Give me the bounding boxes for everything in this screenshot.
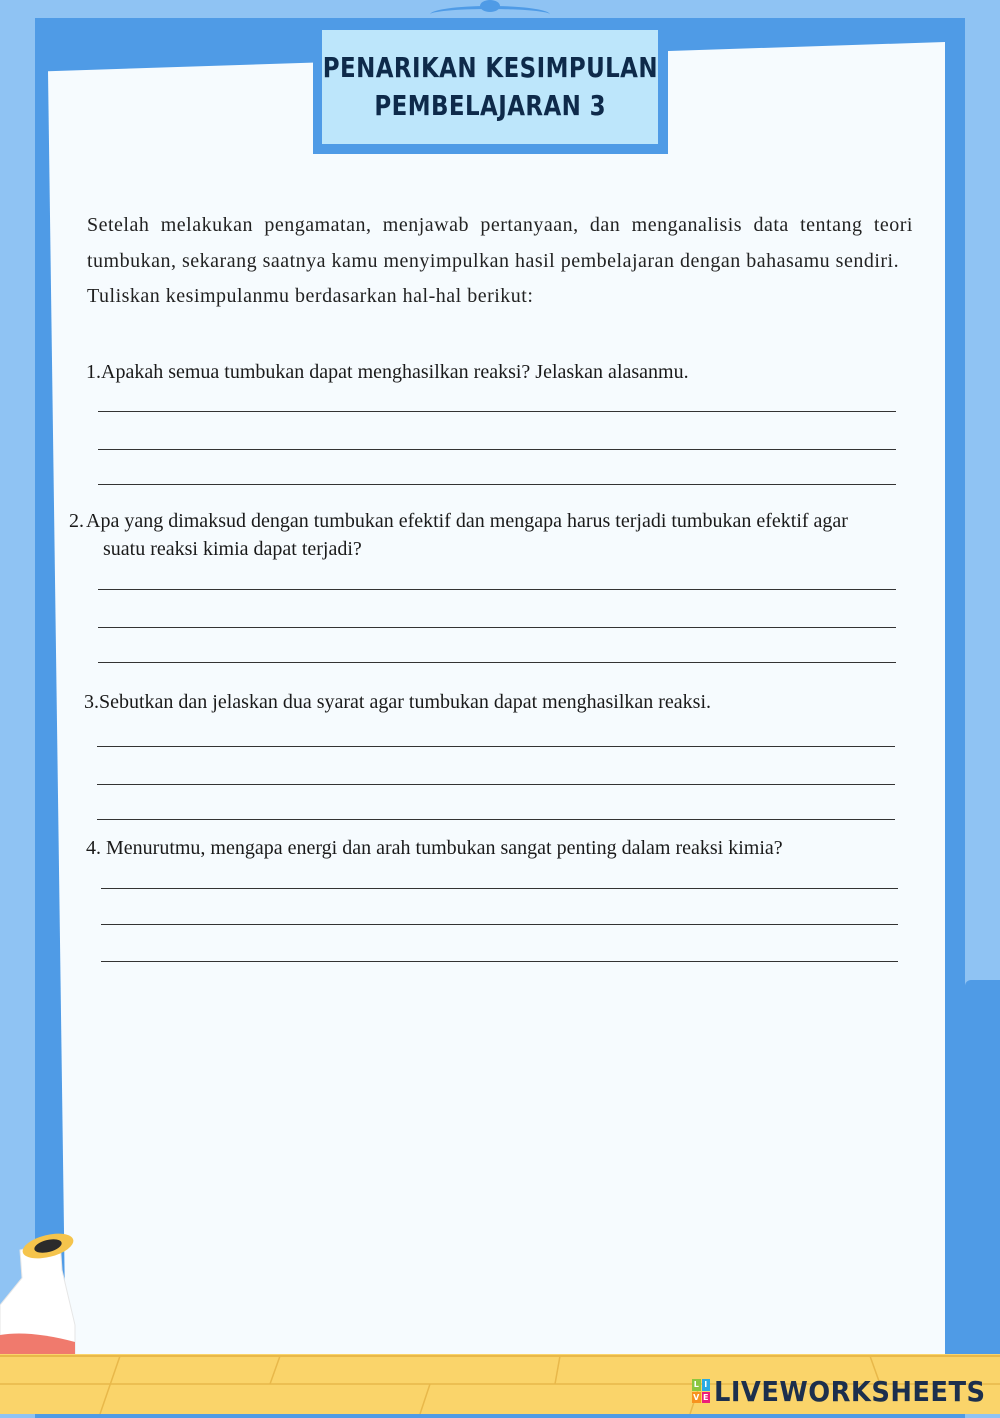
flask-icon: [0, 1230, 80, 1370]
answer-line-3b[interactable]: [97, 784, 895, 785]
intro-instruction: Tuliskan kesimpulanmu berdasarkan hal-hal berikut:: [87, 285, 534, 307]
logo-text: LIVEWORKSHEETS: [714, 1374, 986, 1408]
question-2: [86, 507, 863, 563]
frame-side-decoration: [965, 980, 1000, 1360]
answer-line-2c[interactable]: [98, 662, 896, 663]
page-title: [322, 30, 658, 144]
question-text: Menurutmu, mengapa energi dan arah tumbukan sangat penting dalam reaksi kimia?: [106, 837, 783, 859]
question-number: 3.: [84, 691, 99, 713]
logo-badge-icon: L I V E: [693, 1380, 709, 1402]
answer-line-4b[interactable]: [101, 924, 898, 925]
answer-line-4a[interactable]: [101, 888, 898, 889]
hanger-pin: [480, 0, 500, 12]
answer-line-1a[interactable]: [98, 411, 896, 412]
answer-line-1b[interactable]: [98, 449, 896, 450]
answer-line-1c[interactable]: [98, 484, 896, 485]
title-line-1: PENARIKAN KESIMPULAN: [322, 51, 658, 84]
question-1: [86, 358, 906, 386]
answer-line-2a[interactable]: [98, 589, 896, 590]
answer-line-2b[interactable]: [98, 627, 896, 628]
question-number: 1.: [86, 361, 101, 383]
question-text: Apa yang dimaksud dengan tumbukan efektif dan mengapa harus terjadi tumbukan efektif agar suatu reaksi kimia dapat terjadi?: [86, 510, 848, 560]
answer-line-4c[interactable]: [101, 961, 898, 962]
answer-line-3c[interactable]: [97, 819, 895, 820]
question-4: [86, 834, 906, 862]
question-text: Apakah semua tumbukan dapat menghasilkan reaksi? Jelaskan alasanmu.: [101, 361, 689, 383]
question-3: [84, 688, 904, 716]
answer-line-3a[interactable]: [97, 746, 895, 747]
question-text: Sebutkan dan jelaskan dua syarat agar tumbukan dapat menghasilkan reaksi.: [99, 691, 712, 713]
liveworksheets-logo[interactable]: [692, 1374, 1000, 1408]
intro-text: [87, 208, 913, 315]
question-number: 4.: [86, 837, 101, 859]
title-line-2: PEMBELAJARAN 3: [374, 89, 606, 122]
intro-paragraph: Setelah melakukan pengamatan, menjawab pertanyaan, dan menganalisis data tentang teori tumbukan, sekarang saatnya kamu menyimpulkan hasil pembelajaran dengan bahasamu sendiri.: [87, 214, 913, 272]
